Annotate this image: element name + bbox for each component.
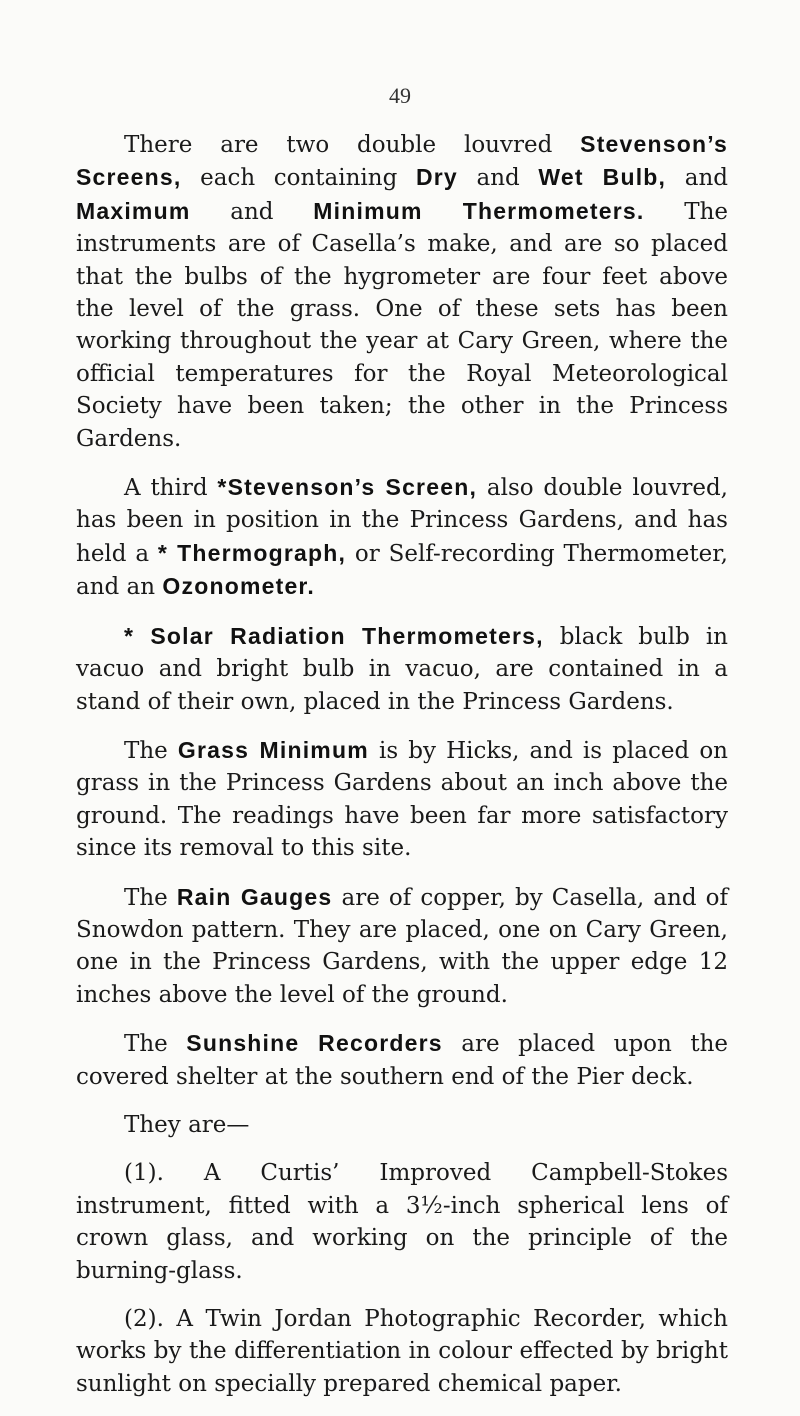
- text-run: are of copper, by Casella, and of Snowdon pattern. They are placed, one on Cary Green, one in the Princess Gardens, with the upper edge 12 inches above the level of the ground.: [76, 884, 728, 1008]
- paragraph-grass-minimum: [76, 734, 728, 865]
- text-run: and: [666, 165, 728, 192]
- page-number: 49: [389, 83, 411, 108]
- paragraph-item-2: [76, 1303, 728, 1400]
- text-run: or Self-recording Thermometer, and an: [76, 540, 728, 601]
- text-run: are placed upon the covered shelter at the southern end of the Pier deck.: [76, 1031, 729, 1090]
- text-run: The: [124, 884, 177, 911]
- text-run: There are two double louvred: [124, 132, 581, 158]
- paragraph-solar-radiation: [76, 620, 728, 718]
- paragraph-item-1: [76, 1157, 728, 1287]
- instrument-heading: Sunshine Recorders: [186, 1030, 443, 1057]
- paragraph-they-are: [76, 1109, 728, 1141]
- body-text: [76, 128, 728, 1416]
- text-run: each containing: [181, 165, 416, 192]
- text-run: The: [124, 1031, 187, 1058]
- text-run: The instruments are of Casella’s make, and are so placed that the bulbs of the hygrometer are four feet above the level of the grass. One of these sets has been working throughout the year at Cary Green, where the official temperatures for the Royal Meteorological Society have been taken; the other in the Princess Gardens.: [76, 198, 729, 452]
- paragraph-sunshine-recorders: [76, 1027, 728, 1093]
- text-run: and: [190, 198, 314, 225]
- text-run: and: [457, 165, 539, 192]
- paragraph-screens: [76, 128, 728, 455]
- instrument-heading: Ozonometer.: [162, 573, 315, 600]
- text-run: A third: [124, 475, 218, 502]
- paragraph-rain-gauges: [76, 881, 728, 1012]
- text-run: black bulb in vacuo and bright bulb in vacuo, are contained in a stand of their own, placed in the Princess Gardens.: [76, 623, 728, 715]
- text-run: is by Hicks, and is placed on grass in the Princess Gardens about an inch above the ground. The readings have been far more satisfactory since its removal to this site.: [76, 737, 728, 862]
- instrument-heading: Grass Minimum: [177, 736, 369, 763]
- instrument-heading: Maximum: [76, 197, 191, 224]
- text-run: (1). A Curtis’ Improved Campbell-Stokes instrument, fitted with a 3½-inch spherical lens of crown glass, and working on the principle of the burning-glass.: [76, 1160, 728, 1284]
- text-run: also double louvred, has been in position in the Princess Gardens, and has held a: [76, 475, 728, 567]
- instrument-heading: * Thermograph,: [157, 539, 347, 566]
- instrument-heading: *Stevenson’s Screen,: [217, 474, 478, 501]
- instrument-heading: * Solar Radiation Thermometers,: [124, 622, 544, 649]
- instrument-heading: Minimum Thermometers.: [313, 197, 645, 224]
- text-run: They are—: [124, 1111, 250, 1138]
- instrument-heading: Stevenson’s Screens,: [76, 131, 728, 191]
- paragraph-third-screen: [76, 471, 728, 604]
- instrument-heading: Rain Gauges: [176, 883, 333, 910]
- text-run: The: [124, 737, 178, 764]
- instrument-heading: Wet Bulb,: [538, 164, 667, 191]
- instrument-heading: Dry: [415, 164, 458, 191]
- text-run: (2). A Twin Jordan Photographic Recorder, which works by the differentiation in colour effected by bright sunlight on specially prepared chemical paper.: [76, 1306, 728, 1397]
